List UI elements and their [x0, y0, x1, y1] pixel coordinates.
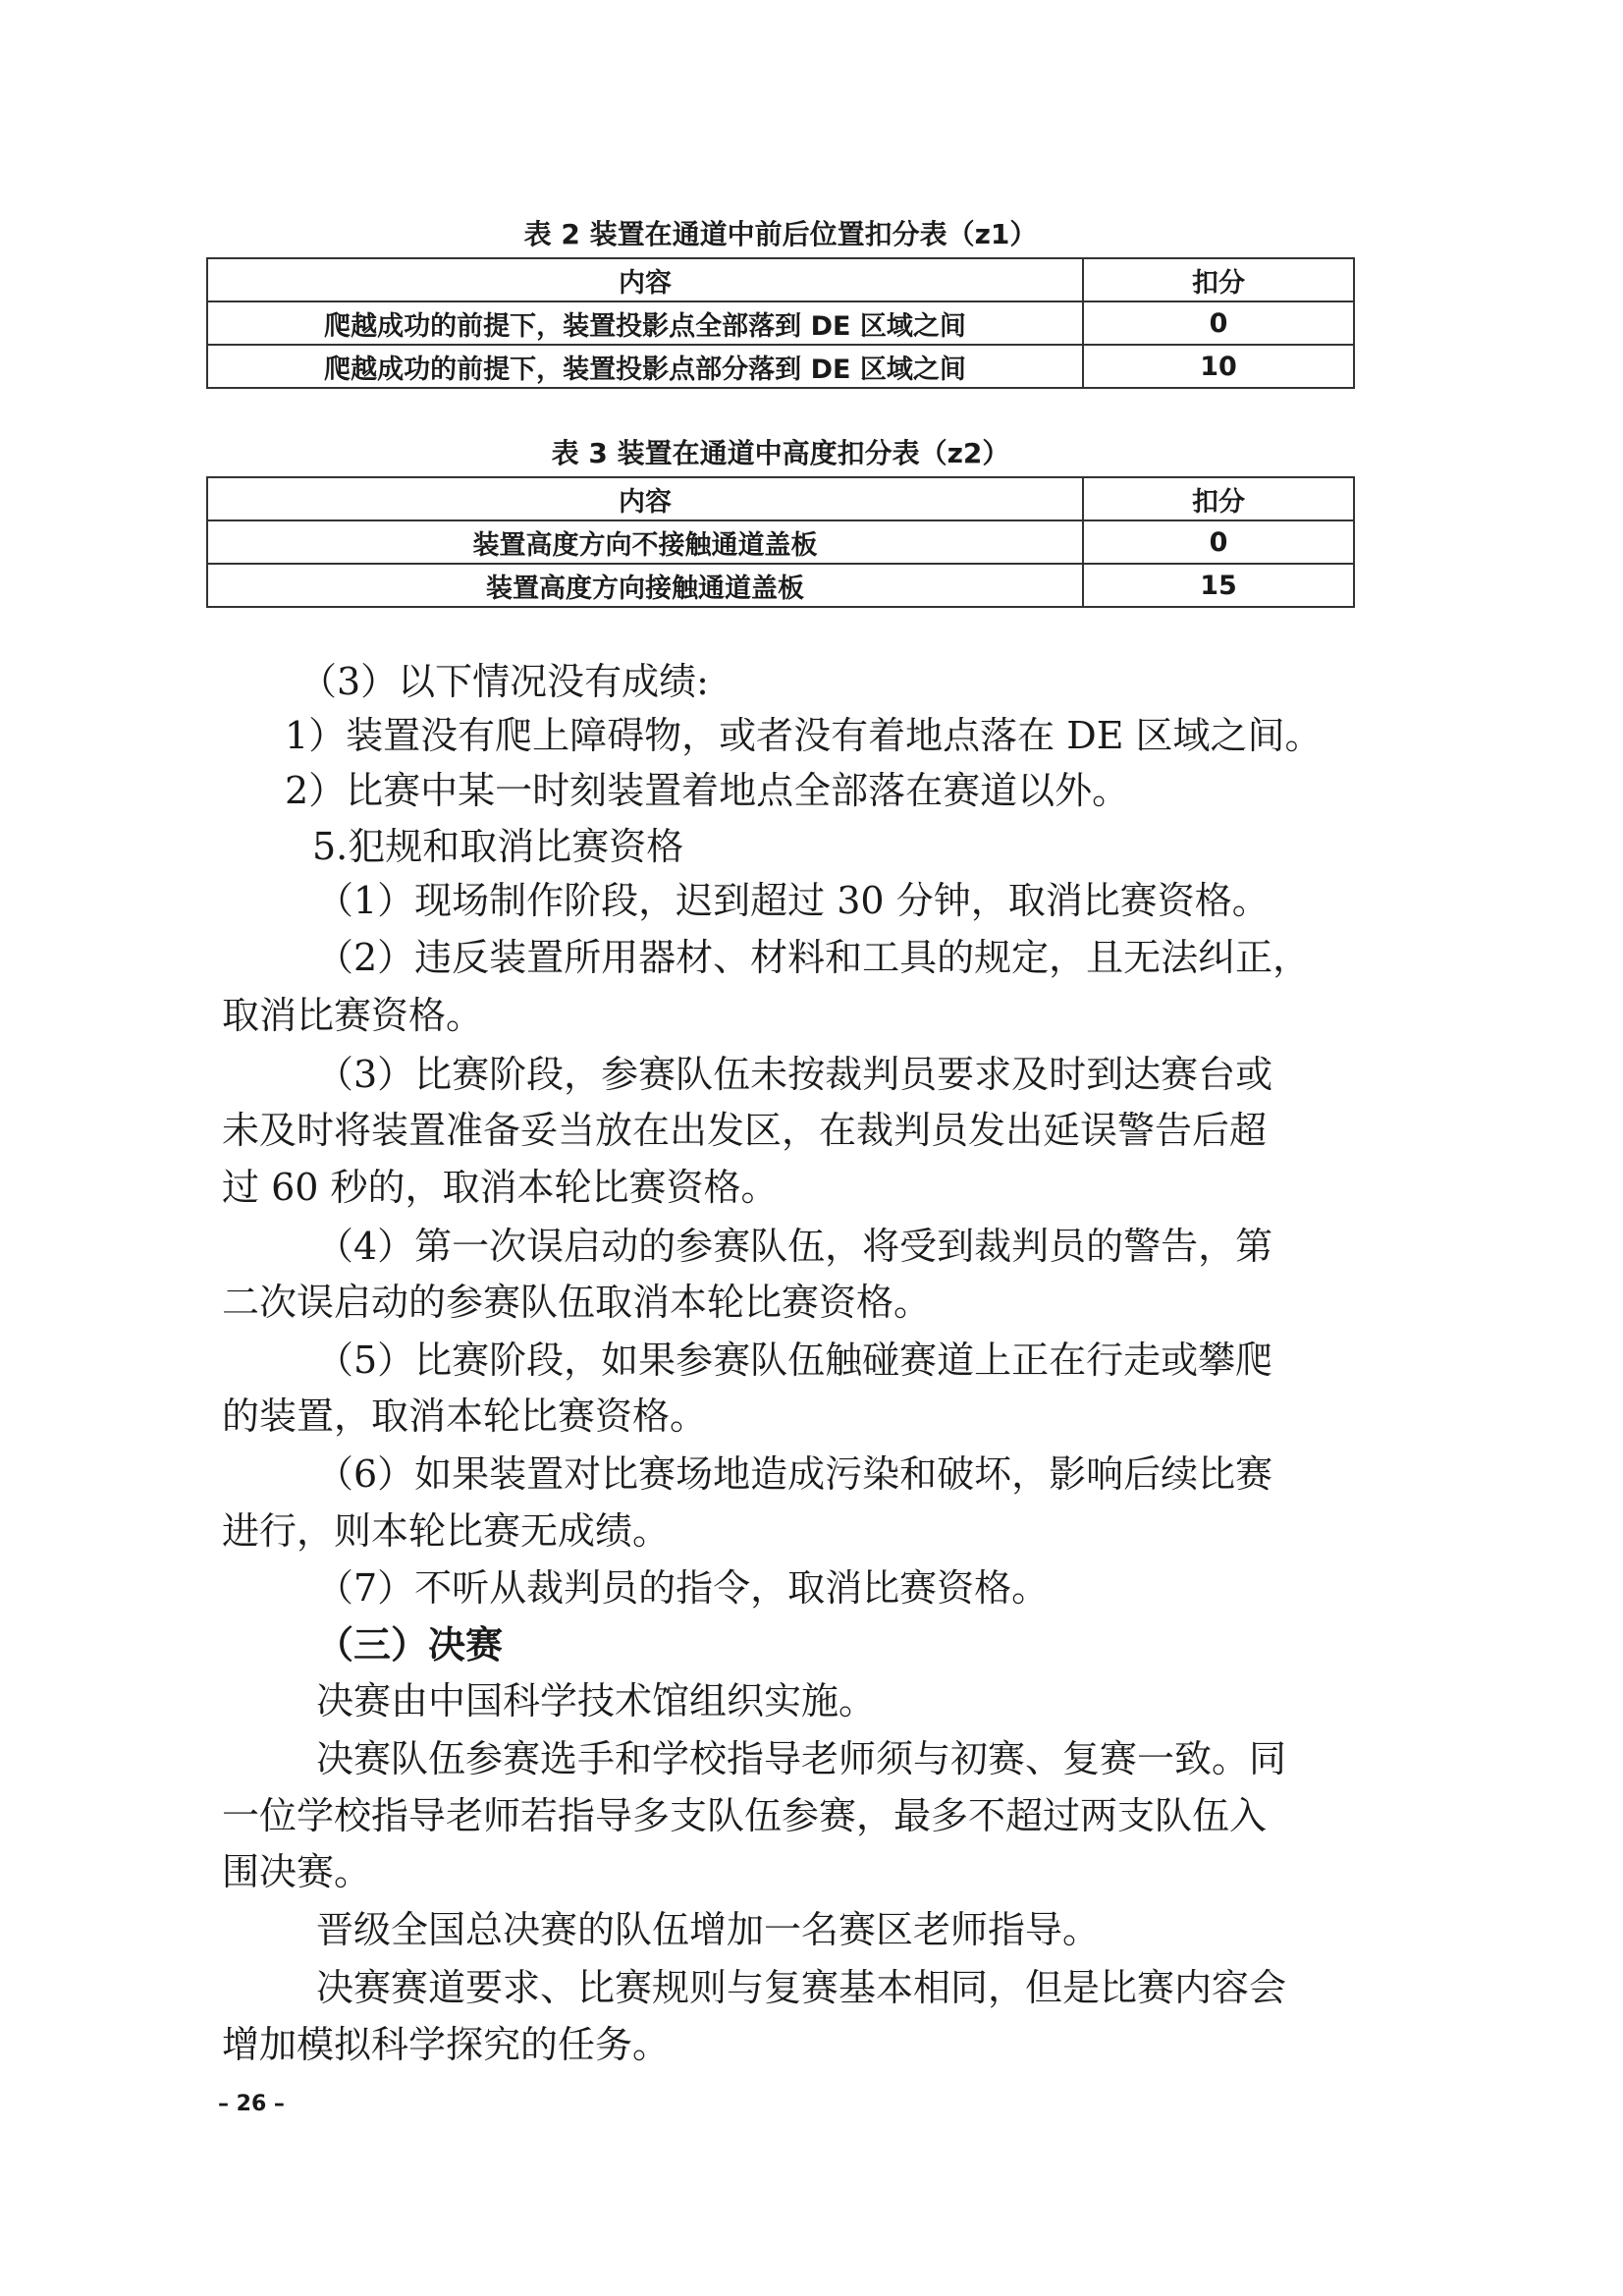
header-content: 内容	[207, 258, 1083, 301]
body-line: （3）以下情况没有成绩:	[299, 660, 709, 703]
body-line: 取消比赛资格。	[222, 994, 484, 1037]
table-header-row	[207, 477, 1354, 520]
body-line: （5）比赛阶段，如果参赛队伍触碰赛道上正在行走或攀爬	[316, 1339, 1273, 1382]
table2-caption: 表 2 装置在通道中前后位置扣分表（z1）	[523, 218, 1038, 250]
body-line: 晋级全国总决赛的队伍增加一名赛区老师指导。	[316, 1908, 1101, 1951]
page-number: – 26 –	[218, 2092, 285, 2116]
table3-caption: 表 3 装置在通道中高度扣分表（z2）	[551, 437, 1010, 469]
body-line: （1）现场制作阶段，迟到超过 30 分钟，取消比赛资格。	[316, 879, 1270, 922]
body-line: （6）如果装置对比赛场地造成污染和破坏，影响后续比赛	[316, 1452, 1273, 1496]
row-content: 爬越成功的前提下，装置投影点部分落到 DE 区域之间	[207, 345, 1083, 388]
header-deduction: 扣分	[1083, 258, 1354, 301]
table-row	[207, 520, 1354, 564]
body-line: 决赛赛道要求、比赛规则与复赛基本相同，但是比赛内容会	[316, 1966, 1287, 2009]
body-line: （4）第一次误启动的参赛队伍，将受到裁判员的警告，第	[316, 1225, 1273, 1268]
body-line: 1）装置没有爬上障碍物，或者没有着地点落在 DE 区域之间。	[285, 714, 1323, 757]
row-content: 装置高度方向接触通道盖板	[207, 564, 1083, 607]
table-row	[207, 301, 1354, 345]
table3	[206, 476, 1355, 608]
body-line: 增加模拟科学探究的任务。	[222, 2023, 671, 2066]
row-deduction: 0	[1083, 301, 1354, 345]
body-line: 的装置，取消本轮比赛资格。	[222, 1394, 708, 1438]
body-line: （7）不听从裁判员的指令，取消比赛资格。	[316, 1566, 1050, 1610]
row-deduction: 10	[1083, 345, 1354, 388]
header-deduction: 扣分	[1083, 477, 1354, 520]
body-line: 进行，则本轮比赛无成绩。	[222, 1509, 671, 1553]
table-row	[207, 564, 1354, 607]
section-heading: （三）决赛	[316, 1622, 504, 1667]
body-line: （2）违反装置所用器材、材料和工具的规定，且无法纠正，	[316, 936, 1311, 979]
body-line: （3）比赛阶段，参赛队伍未按裁判员要求及时到达赛台或	[316, 1053, 1273, 1096]
row-deduction: 15	[1083, 564, 1354, 607]
body-line: 决赛由中国科学技术馆组织实施。	[316, 1679, 877, 1722]
body-line: 二次误启动的参赛队伍取消本轮比赛资格。	[222, 1281, 932, 1324]
row-deduction: 0	[1083, 520, 1354, 564]
body-line: 一位学校指导老师若指导多支队伍参赛，最多不超过两支队伍入	[222, 1794, 1268, 1837]
header-content: 内容	[207, 477, 1083, 520]
row-content: 装置高度方向不接触通道盖板	[207, 520, 1083, 564]
table-header-row	[207, 258, 1354, 301]
row-content: 爬越成功的前提下，装置投影点全部落到 DE 区域之间	[207, 301, 1083, 345]
body-line: 过 60 秒的，取消本轮比赛资格。	[222, 1166, 779, 1209]
table-row	[207, 345, 1354, 388]
table2	[206, 257, 1355, 389]
body-line: 5.犯规和取消比赛资格	[312, 825, 684, 868]
body-line: 围决赛。	[222, 1850, 372, 1893]
body-line: 未及时将装置准备妥当放在出发区，在裁判员发出延误警告后超	[222, 1109, 1268, 1152]
body-line: 2）比赛中某一时刻装置着地点全部落在赛道以外。	[285, 769, 1130, 812]
body-line: 决赛队伍参赛选手和学校指导老师须与初赛、复赛一致。同	[316, 1737, 1287, 1780]
